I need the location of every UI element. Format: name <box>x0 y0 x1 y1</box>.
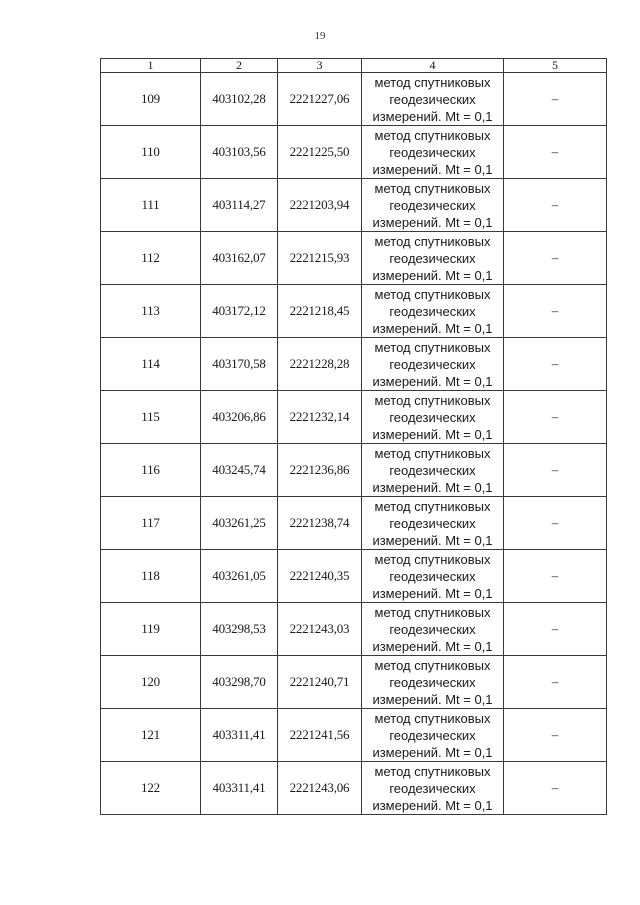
table-row <box>101 497 607 550</box>
method-text-line: геодезических <box>389 197 476 213</box>
method-text-line: метод спутниковых <box>374 339 491 355</box>
table-row <box>101 656 607 709</box>
method-text-line: метод спутниковых <box>374 763 491 779</box>
column-header: 4 <box>362 59 504 73</box>
table-row <box>101 285 607 338</box>
method-text-line: измерений. Mt = 0,1 <box>372 161 493 177</box>
x-coordinate-cell: 403261,05 <box>201 550 278 603</box>
method-text-line: геодезических <box>389 674 476 690</box>
method-cell <box>362 603 504 656</box>
point-number-cell: 110 <box>101 126 201 179</box>
y-coordinate-cell: 2221238,74 <box>278 497 362 550</box>
method-text-line: измерений. Mt = 0,1 <box>372 585 493 601</box>
point-number-cell: 117 <box>101 497 201 550</box>
x-coordinate-cell: 403102,28 <box>201 73 278 126</box>
method-text-line: геодезических <box>389 144 476 160</box>
method-text-line: измерений. Mt = 0,1 <box>372 532 493 548</box>
method-text-line: метод спутниковых <box>374 551 491 567</box>
method-text-line: геодезических <box>389 91 476 107</box>
method-cell <box>362 656 504 709</box>
method-text-line: метод спутниковых <box>374 657 491 673</box>
method-text-line: измерений. Mt = 0,1 <box>372 267 493 283</box>
method-text-line: измерений. Mt = 0,1 <box>372 638 493 654</box>
note-cell: – <box>504 232 607 285</box>
method-cell <box>362 762 504 815</box>
method-cell <box>362 126 504 179</box>
method-text-line: метод спутниковых <box>374 127 491 143</box>
x-coordinate-cell: 403311,41 <box>201 709 278 762</box>
note-cell: – <box>504 762 607 815</box>
table-row <box>101 550 607 603</box>
note-cell: – <box>504 709 607 762</box>
y-coordinate-cell: 2221240,71 <box>278 656 362 709</box>
method-cell <box>362 338 504 391</box>
point-number-cell: 119 <box>101 603 201 656</box>
page-number: 19 <box>314 30 326 42</box>
x-coordinate-cell: 403261,25 <box>201 497 278 550</box>
method-text-line: метод спутниковых <box>374 74 491 90</box>
point-number-cell: 116 <box>101 444 201 497</box>
y-coordinate-cell: 2221243,06 <box>278 762 362 815</box>
column-header: 3 <box>278 59 362 73</box>
y-coordinate-cell: 2221225,50 <box>278 126 362 179</box>
point-number-cell: 121 <box>101 709 201 762</box>
method-cell <box>362 285 504 338</box>
method-text-line: геодезических <box>389 515 476 531</box>
y-coordinate-cell: 2221243,03 <box>278 603 362 656</box>
table-body <box>101 73 607 815</box>
method-text-line: метод спутниковых <box>374 445 491 461</box>
method-text-line: измерений. Mt = 0,1 <box>372 108 493 124</box>
method-text-line: геодезических <box>389 303 476 319</box>
table-row <box>101 232 607 285</box>
method-text-line: геодезических <box>389 250 476 266</box>
point-number-cell: 109 <box>101 73 201 126</box>
y-coordinate-cell: 2221215,93 <box>278 232 362 285</box>
method-cell <box>362 232 504 285</box>
note-cell: – <box>504 179 607 232</box>
x-coordinate-cell: 403298,53 <box>201 603 278 656</box>
y-coordinate-cell: 2221236,86 <box>278 444 362 497</box>
y-coordinate-cell: 2221218,45 <box>278 285 362 338</box>
point-number-cell: 112 <box>101 232 201 285</box>
table-row <box>101 73 607 126</box>
method-text-line: метод спутниковых <box>374 392 491 408</box>
method-text-line: метод спутниковых <box>374 180 491 196</box>
method-text-line: геодезических <box>389 356 476 372</box>
method-text-line: метод спутниковых <box>374 604 491 620</box>
table-row <box>101 603 607 656</box>
method-text-line: метод спутниковых <box>374 710 491 726</box>
method-text-line: геодезических <box>389 780 476 796</box>
method-text-line: геодезических <box>389 727 476 743</box>
method-text-line: метод спутниковых <box>374 286 491 302</box>
x-coordinate-cell: 403114,27 <box>201 179 278 232</box>
point-number-cell: 114 <box>101 338 201 391</box>
column-header: 1 <box>101 59 201 73</box>
method-text-line: метод спутниковых <box>374 233 491 249</box>
point-number-cell: 113 <box>101 285 201 338</box>
coordinates-table <box>100 58 607 815</box>
method-cell <box>362 550 504 603</box>
column-header: 2 <box>201 59 278 73</box>
note-cell: – <box>504 603 607 656</box>
table-row <box>101 762 607 815</box>
table-row <box>101 179 607 232</box>
method-text-line: измерений. Mt = 0,1 <box>372 426 493 442</box>
note-cell: – <box>504 444 607 497</box>
x-coordinate-cell: 403162,07 <box>201 232 278 285</box>
y-coordinate-cell: 2221241,56 <box>278 709 362 762</box>
y-coordinate-cell: 2221240,35 <box>278 550 362 603</box>
table-header-row <box>101 59 607 73</box>
note-cell: – <box>504 497 607 550</box>
table-row <box>101 126 607 179</box>
note-cell: – <box>504 73 607 126</box>
method-text-line: геодезических <box>389 568 476 584</box>
point-number-cell: 120 <box>101 656 201 709</box>
note-cell: – <box>504 656 607 709</box>
column-header: 5 <box>504 59 607 73</box>
x-coordinate-cell: 403245,74 <box>201 444 278 497</box>
x-coordinate-cell: 403298,70 <box>201 656 278 709</box>
x-coordinate-cell: 403311,41 <box>201 762 278 815</box>
point-number-cell: 115 <box>101 391 201 444</box>
table-row <box>101 444 607 497</box>
note-cell: – <box>504 285 607 338</box>
method-cell <box>362 497 504 550</box>
method-text-line: измерений. Mt = 0,1 <box>372 373 493 389</box>
method-text-line: измерений. Mt = 0,1 <box>372 479 493 495</box>
method-cell <box>362 179 504 232</box>
method-cell <box>362 73 504 126</box>
note-cell: – <box>504 391 607 444</box>
note-cell: – <box>504 338 607 391</box>
x-coordinate-cell: 403172,12 <box>201 285 278 338</box>
x-coordinate-cell: 403206,86 <box>201 391 278 444</box>
point-number-cell: 122 <box>101 762 201 815</box>
y-coordinate-cell: 2221228,28 <box>278 338 362 391</box>
method-text-line: измерений. Mt = 0,1 <box>372 214 493 230</box>
method-text-line: метод спутниковых <box>374 498 491 514</box>
note-cell: – <box>504 550 607 603</box>
note-cell: – <box>504 126 607 179</box>
method-text-line: измерений. Mt = 0,1 <box>372 691 493 707</box>
method-text-line: геодезических <box>389 621 476 637</box>
point-number-cell: 118 <box>101 550 201 603</box>
method-text-line: измерений. Mt = 0,1 <box>372 797 493 813</box>
table-row <box>101 391 607 444</box>
method-text-line: измерений. Mt = 0,1 <box>372 744 493 760</box>
y-coordinate-cell: 2221232,14 <box>278 391 362 444</box>
method-text-line: измерений. Mt = 0,1 <box>372 320 493 336</box>
table-row <box>101 709 607 762</box>
method-text-line: геодезических <box>389 462 476 478</box>
method-cell <box>362 391 504 444</box>
y-coordinate-cell: 2221203,94 <box>278 179 362 232</box>
x-coordinate-cell: 403170,58 <box>201 338 278 391</box>
x-coordinate-cell: 403103,56 <box>201 126 278 179</box>
y-coordinate-cell: 2221227,06 <box>278 73 362 126</box>
method-cell <box>362 444 504 497</box>
point-number-cell: 111 <box>101 179 201 232</box>
method-cell <box>362 709 504 762</box>
table-row <box>101 338 607 391</box>
method-text-line: геодезических <box>389 409 476 425</box>
